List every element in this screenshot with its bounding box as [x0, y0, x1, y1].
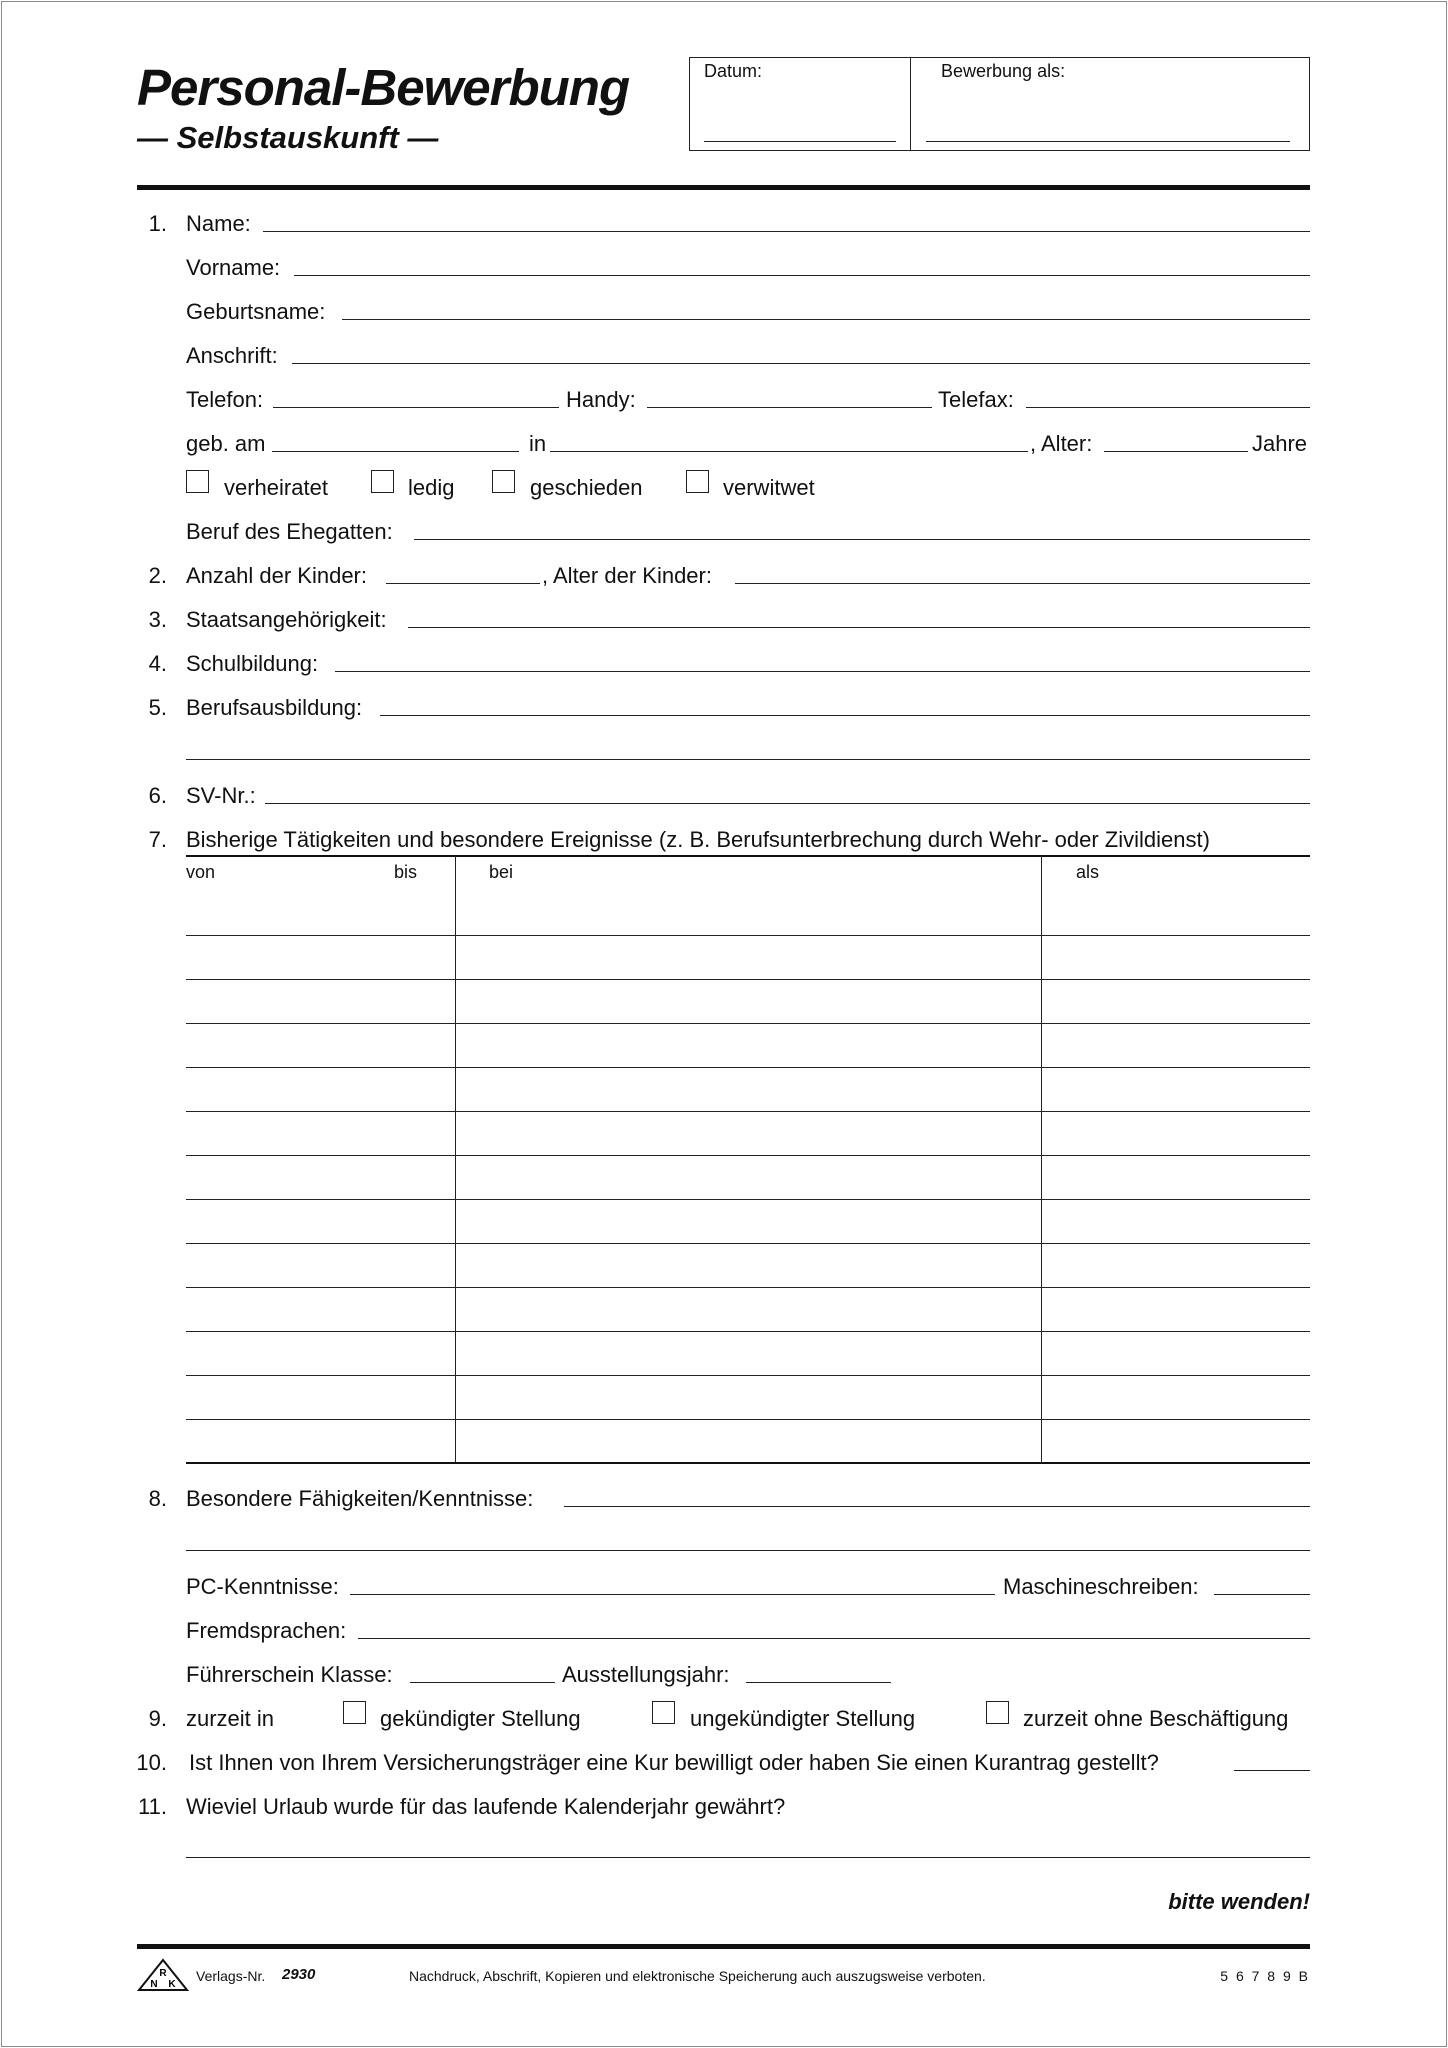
section-9-number: 9.: [148, 1706, 167, 1731]
copyright-notice: Nachdruck, Abschrift, Kopieren und elektronische Speicherung auch auszugsweise verboten.: [409, 1968, 986, 1984]
ungekuendigt-checkbox[interactable]: [652, 1701, 675, 1724]
staatsangehoerigkeit-field[interactable]: [408, 627, 1310, 628]
verwitwet-label: verwitwet: [723, 475, 815, 500]
header-rule: [137, 185, 1310, 190]
geb-am-field[interactable]: [272, 451, 519, 452]
telefon-label: Telefon:: [186, 387, 264, 412]
gekuendigt-checkbox[interactable]: [343, 1701, 366, 1724]
vorname-field[interactable]: [294, 275, 1310, 276]
anschrift-field[interactable]: [292, 363, 1310, 364]
rnk-logo: [137, 1958, 189, 1992]
kur-question-label: Ist Ihnen von Ihrem Versicherungsträger eine Kur bewilligt oder haben Sie einen Kurantrag gestellt?: [189, 1750, 1159, 1775]
berufsausbildung-field[interactable]: [380, 715, 1310, 716]
section-3-number: 3.: [148, 607, 167, 632]
pc-kenntnisse-field[interactable]: [350, 1594, 995, 1595]
alter-kinder-field[interactable]: [735, 583, 1310, 584]
fremdsprachen-label: Fremdsprachen:: [186, 1618, 347, 1643]
footer-rule: [137, 1944, 1310, 1949]
geb-am-label: geb. am: [186, 431, 266, 456]
alter-label: , Alter:: [1030, 431, 1093, 456]
vorname-label: Vorname:: [186, 255, 281, 280]
handy-label: Handy:: [566, 387, 636, 412]
fuehrerschein-label: Führerschein Klasse:: [186, 1662, 393, 1687]
alter-kinder-label: , Alter der Kinder:: [542, 563, 712, 588]
section-6-number: 6.: [148, 783, 167, 808]
col-von: von: [186, 862, 216, 882]
gekuendigt-label: gekündigter Stellung: [380, 1706, 581, 1731]
geburtsname-label: Geburtsname:: [186, 299, 326, 324]
verlag-label: Verlags-Nr.: [196, 1968, 266, 1984]
anschrift-label: Anschrift:: [186, 343, 278, 368]
datum-label: Datum:: [704, 61, 763, 81]
schulbildung-field[interactable]: [335, 671, 1310, 672]
section-7-number: 7.: [148, 827, 167, 852]
beruf-ehegatten-label: Beruf des Ehegatten:: [186, 519, 393, 544]
table-top-rule: [186, 855, 1310, 857]
ungekuendigt-label: ungekündigter Stellung: [690, 1706, 916, 1731]
table-row[interactable]: [186, 979, 1310, 980]
col-bis: bis: [394, 862, 418, 882]
ledig-checkbox[interactable]: [371, 470, 394, 493]
geschieden-checkbox[interactable]: [492, 470, 515, 493]
fuehrerschein-field[interactable]: [410, 1682, 555, 1683]
faehigkeiten-label: Besondere Fähigkeiten/Kenntnisse:: [186, 1486, 534, 1511]
handy-field[interactable]: [647, 407, 932, 408]
section-8-number: 8.: [148, 1486, 167, 1511]
name-field[interactable]: [263, 231, 1310, 232]
maschineschreiben-field[interactable]: [1214, 1594, 1310, 1595]
taetigkeiten-label: Bisherige Tätigkeiten und besondere Ereignisse (z. B. Berufsunterbrechung durch Wehr- oder Zivildienst): [186, 827, 1210, 852]
maschineschreiben-label: Maschineschreiben:: [1003, 1574, 1199, 1599]
faehigkeiten-field[interactable]: [564, 1506, 1310, 1507]
svg-text:R: R: [159, 1968, 167, 1979]
header-box-divider: [910, 57, 911, 151]
table-row[interactable]: [186, 1023, 1310, 1024]
svg-text:N: N: [150, 1979, 158, 1990]
col-als: als: [1076, 862, 1100, 882]
urlaub-question-label: Wieviel Urlaub wurde für das laufende Kalenderjahr gewährt?: [186, 1794, 786, 1819]
form-code: 5 6 7 8 9 B: [1220, 1968, 1310, 1984]
table-row[interactable]: [186, 1375, 1310, 1376]
section-5-number: 5.: [148, 695, 167, 720]
sv-nr-field[interactable]: [265, 803, 1310, 804]
section-2-number: 2.: [148, 563, 167, 588]
datum-field[interactable]: [704, 141, 896, 142]
pc-kenntnisse-label: PC-Kenntnisse:: [186, 1574, 339, 1599]
telefon-field[interactable]: [273, 407, 559, 408]
ausstellungsjahr-label: Ausstellungsjahr:: [562, 1662, 730, 1687]
section-11-number: 11.: [138, 1794, 167, 1819]
ohne-beschaeftigung-checkbox[interactable]: [986, 1701, 1009, 1724]
section-4-number: 4.: [148, 651, 167, 676]
berufsausbildung-field-2[interactable]: [186, 759, 1310, 760]
berufsausbildung-label: Berufsausbildung:: [186, 695, 363, 720]
beruf-ehegatten-field[interactable]: [414, 539, 1310, 540]
section-10-number: 10.: [136, 1750, 167, 1775]
table-row[interactable]: [186, 935, 1310, 936]
zurzeit-in-label: zurzeit in: [186, 1706, 275, 1731]
name-label: Name:: [186, 211, 251, 236]
section-1-number: 1.: [148, 211, 167, 236]
anzahl-kinder-label: Anzahl der Kinder:: [186, 563, 367, 588]
telefax-label: Telefax:: [938, 387, 1014, 412]
table-divider-bei-als: [1041, 856, 1042, 1464]
geburtsname-field[interactable]: [342, 319, 1310, 320]
table-row[interactable]: [186, 1331, 1310, 1332]
ledig-label: ledig: [408, 475, 455, 500]
verheiratet-checkbox[interactable]: [186, 470, 209, 493]
table-row[interactable]: [186, 1243, 1310, 1244]
bewerbung-als-label: Bewerbung als:: [941, 61, 1066, 81]
telefax-field[interactable]: [1026, 407, 1310, 408]
sv-nr-label: SV-Nr.:: [186, 783, 256, 808]
ausstellungsjahr-field[interactable]: [746, 1682, 891, 1683]
verlag-nr: 2930: [282, 1966, 316, 1983]
schulbildung-label: Schulbildung:: [186, 651, 319, 676]
page-subtitle: — Selbstauskunft —: [137, 120, 439, 155]
faehigkeiten-field-2[interactable]: [186, 1550, 1310, 1551]
anzahl-kinder-field[interactable]: [386, 583, 540, 584]
table-row[interactable]: [186, 1111, 1310, 1112]
table-divider-von-bei: [455, 856, 456, 1464]
geburtsort-label: in: [529, 431, 547, 456]
bewerbung-als-field[interactable]: [926, 141, 1290, 142]
table-row[interactable]: [186, 1287, 1310, 1288]
geburtsort-field[interactable]: [550, 451, 1028, 452]
table-row[interactable]: [186, 1199, 1310, 1200]
table-row[interactable]: [186, 1155, 1310, 1156]
jahre-label: Jahre: [1252, 431, 1308, 456]
col-bei: bei: [489, 862, 514, 882]
table-row[interactable]: [186, 1419, 1310, 1420]
ohne-beschaeftigung-label: zurzeit ohne Beschäftigung: [1023, 1706, 1289, 1731]
staatsangehoerigkeit-label: Staatsangehörigkeit:: [186, 607, 387, 632]
svg-text:K: K: [168, 1979, 176, 1990]
table-row[interactable]: [186, 1067, 1310, 1068]
table-bottom-rule: [186, 1462, 1310, 1464]
verheiratet-label: verheiratet: [224, 475, 328, 500]
verwitwet-checkbox[interactable]: [686, 470, 709, 493]
page-title: Personal-Bewerbung: [137, 59, 630, 116]
alter-field[interactable]: [1104, 451, 1248, 452]
kur-answer-field[interactable]: [1234, 1770, 1310, 1771]
fremdsprachen-field[interactable]: [358, 1638, 1310, 1639]
urlaub-answer-field[interactable]: [186, 1857, 1310, 1858]
geschieden-label: geschieden: [530, 475, 643, 500]
bitte-wenden: bitte wenden!: [1168, 1889, 1310, 1914]
